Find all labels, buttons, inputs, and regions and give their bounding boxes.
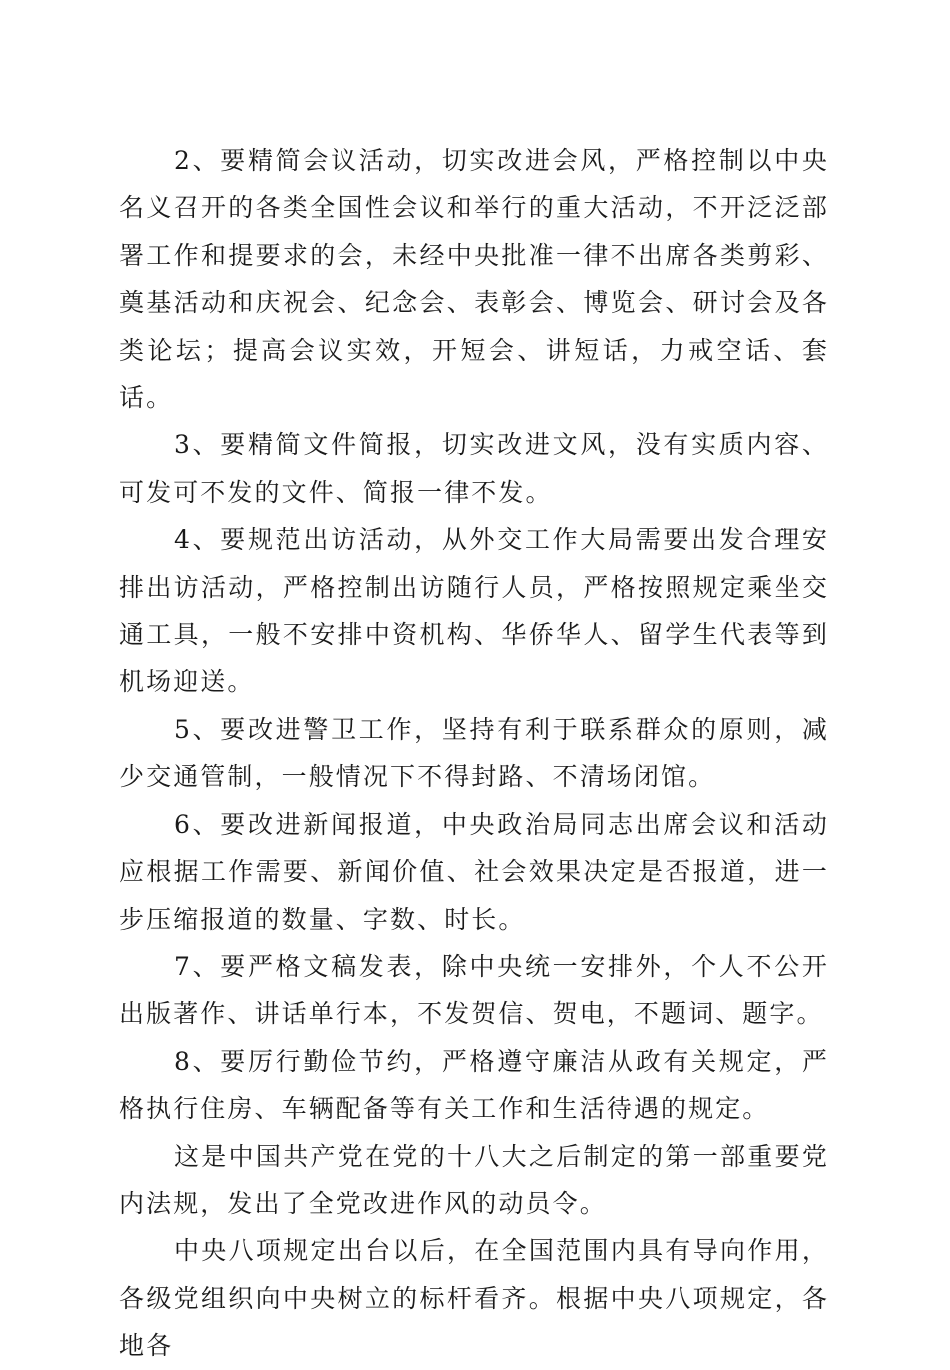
paragraph-news-reporting: 6、要改进新闻报道，中央政治局同志出席会议和活动应根据工作需要、新闻价值、社会效果决定是否报道，进一步压缩报道的数量、字数、时长。 [119, 809, 829, 934]
document-body [119, 137, 829, 1370]
paragraph-impact: 中央八项规定出台以后，在全国范围内具有导向作用，各级党组织向中央树立的标杆看齐。根据中央八项规定，各地各 [119, 1236, 829, 1361]
paragraph-documents-briefings: 3、要精简文件简报，切实改进文风，没有实质内容、可发可不发的文件、简报一律不发。 [119, 430, 829, 507]
paragraph-frugality: 8、要厉行勤俭节约，严格遵守廉洁从政有关规定，严格执行住房、车辆配备等有关工作和生活待遇的规定。 [119, 1046, 829, 1124]
paragraph-overseas-visits: 4、要规范出访活动，从外交工作大局需要出发合理安排出访活动，严格控制出访随行人员，严格按照规定乘坐交通工具，一般不安排中资机构、华侨华人、留学生代表等到机场迎送。 [119, 525, 829, 697]
paragraph-summary: 这是中国共产党在党的十八大之后制定的第一部重要党内法规，发出了全党改进作风的动员令。 [119, 1141, 829, 1218]
paragraph-security-work: 5、要改进警卫工作，坚持有利于联系群众的原则，减少交通管制，一般情况下不得封路、不清场闭馆。 [119, 714, 829, 792]
paragraph-manuscript-publishing: 7、要严格文稿发表，除中央统一安排外，个人不公开出版著作、讲话单行本，不发贺信、贺电，不题词、题字。 [119, 951, 829, 1029]
paragraph-meeting-activities: 2、要精简会议活动，切实改进会风，严格控制以中央名义召开的各类全国性会议和举行的重大活动，不开泛泛部署工作和提要求的会，未经中央批准一律不出席各类剪彩、奠基活动和庆祝会、纪念会、表彰会、博览会、研讨会及各类论坛；提高会议实效，开短会、讲短话，力戒空话、套话。 [119, 146, 829, 413]
